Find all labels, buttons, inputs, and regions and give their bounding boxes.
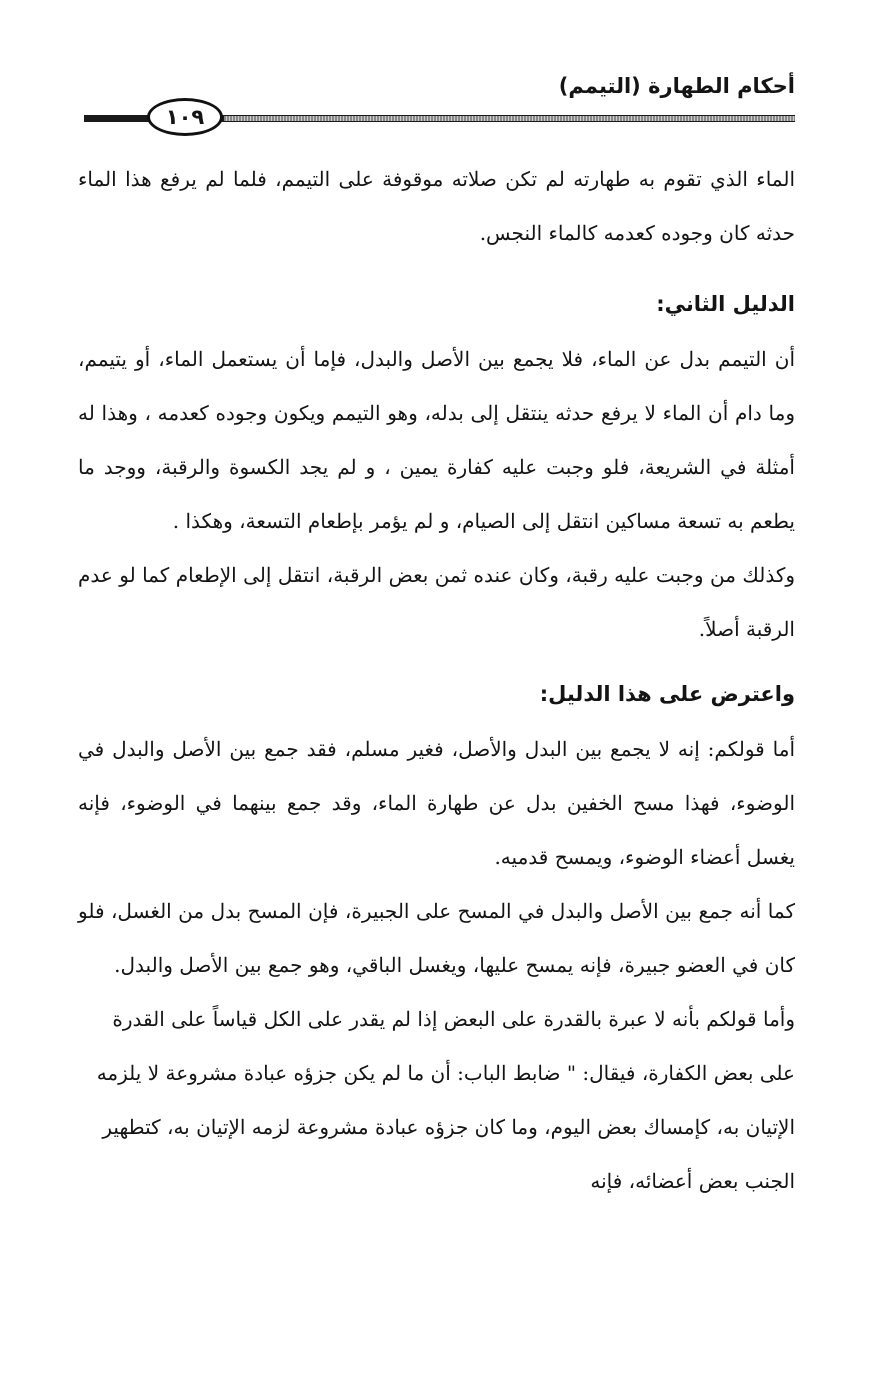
text-line: أن التيمم بدل عن الماء، فلا يجمع بين الأصل والبدل، فإما أن يستعمل <box>211 347 796 371</box>
text-line: وأما قولكم بأنه لا عبرة بالقدرة على البعض إذا لم يقدر على الكل <box>263 1007 795 1031</box>
text-line: جزؤه عبادة مشروعة لزمه الإتيان به، كتطهير الجنب بعض أعضائه، فإنه <box>102 1115 795 1193</box>
text-line: جمع بين الأصل والبدل. <box>114 953 303 977</box>
paragraph-4 <box>78 722 795 884</box>
paragraph-5 <box>78 884 795 992</box>
header-rule-shade <box>224 116 795 121</box>
text-line: جزؤه عبادة مشروعة لا يلزمه الإتيان به، كإمساك بعض اليوم، وما كان <box>96 1061 795 1139</box>
paragraph-3 <box>78 548 795 656</box>
text-line: قياساً على القدرة على بعض الكفارة، فيقال: " ضابط الباب: أن ما لم يكن <box>112 1007 795 1085</box>
page-body <box>78 152 795 1208</box>
text-line: أما قولكم: إنه لا يجمع بين البدل والأصل، فغير مسلم، فقد جمع بين <box>229 737 795 761</box>
heading-second-evidence: الدليل الثاني: <box>656 292 795 316</box>
text-line: الأصل والبدل في الوضوء، فهذا مسح الخفين بدل عن طهارة الماء، وقد جمع <box>78 737 795 815</box>
page-number: ١٠٩ <box>147 98 223 136</box>
paragraph-1 <box>78 152 795 260</box>
paragraph-2 <box>78 332 795 548</box>
text-line: من الغسل، فلو كان في العضو جبيرة، فإنه يمسح عليها، ويغسل الباقي، وهو <box>78 899 795 977</box>
text-line: الماء الذي تقوم به طهارته لم تكن صلاته موقوفة على التيمم، فلما لم يرفع <box>160 167 796 191</box>
text-line: هذا الماء حدثه كان وجوده كعدمه كالماء النجس. <box>78 167 795 245</box>
text-line: يمين ، و لم يجد الكسوة والرقبة، ووجد ما يطعم به تسعة مساكين انتقل إلى <box>78 455 795 533</box>
paragraph-6 <box>78 992 795 1208</box>
running-title: أحكام الطهارة (التيمم) <box>558 74 795 98</box>
text-line: كما أنه جمع بين الأصل والبدل في المسح على الجبيرة، فإن المسح بدل <box>210 899 795 923</box>
text-line: وكذلك من وجبت عليه رقبة، وكان عنده ثمن بعض الرقبة، انتقل إلى <box>243 563 795 587</box>
text-line: الإطعام كما لو عدم الرقبة أصلاً. <box>78 563 795 641</box>
text-line: الماء، أو يتيمم، وما دام أن الماء لا يرفع حدثه ينتقل إلى بدله، وهو التيمم <box>78 347 796 425</box>
heading-objection: واعترض على هذا الدليل: <box>539 682 795 706</box>
text-line: ويكون وجوده كعدمه ، وهذا له أمثلة في الشريعة، فلو وجبت عليه كفارة <box>78 401 795 479</box>
text-line: بينهما في الوضوء، فإنه يغسل أعضاء الوضوء، ويمسح قدميه. <box>78 791 795 869</box>
text-line: الصيام، و لم يؤمر بإطعام التسعة، وهكذا . <box>172 509 516 533</box>
